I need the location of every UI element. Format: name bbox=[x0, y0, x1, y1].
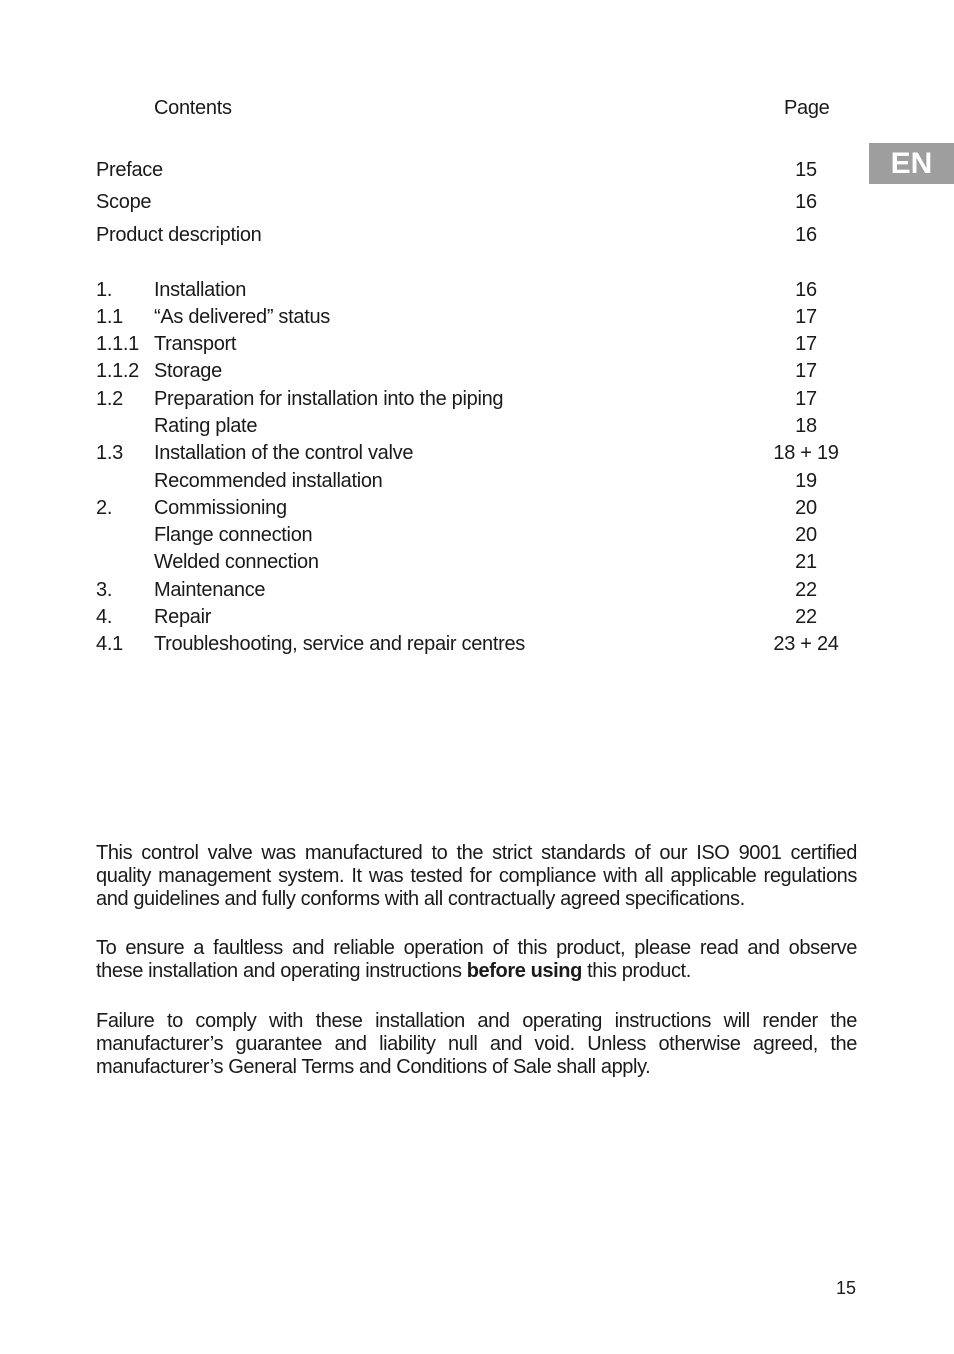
toc-entry-title: Product description bbox=[96, 224, 262, 246]
toc-entry-number: 1.3 bbox=[96, 442, 123, 464]
toc-entry-title: “As delivered” status bbox=[154, 306, 330, 328]
toc-entry-page: 20 bbox=[795, 497, 817, 519]
toc-entry-title: Storage bbox=[154, 360, 222, 382]
preface-paragraph-2-text-end: this product. bbox=[581, 960, 691, 982]
toc-entry-page: 15 bbox=[795, 159, 817, 181]
toc-entry-page: 17 bbox=[795, 388, 817, 410]
toc-entry-title: Recommended installation bbox=[154, 470, 383, 492]
toc-entry-title: Scope bbox=[96, 191, 152, 213]
toc-heading-contents: Contents bbox=[154, 97, 232, 119]
toc-entry bbox=[0, 579, 954, 603]
toc-entry-preface bbox=[0, 159, 954, 183]
toc-entry-page: 21 bbox=[795, 551, 817, 573]
toc-entry bbox=[0, 606, 954, 630]
toc-entry-page: 16 bbox=[795, 191, 817, 213]
toc-entry-number: 1.1.1 bbox=[96, 333, 139, 355]
toc-entry-number: 1.1.2 bbox=[96, 360, 139, 382]
preface-paragraph-2 bbox=[96, 937, 857, 983]
toc-entry-title: Transport bbox=[154, 333, 237, 355]
toc-entry-title: Troubleshooting, service and repair centres bbox=[154, 633, 526, 655]
toc-entry bbox=[0, 333, 954, 357]
toc-entry-page: 17 bbox=[795, 306, 817, 328]
toc-entry-title: Installation of the control valve bbox=[154, 442, 414, 464]
toc-entry bbox=[0, 633, 954, 657]
toc-entry-title: Repair bbox=[154, 606, 212, 628]
toc-entry-page: 16 bbox=[795, 224, 817, 246]
toc-entry-number: 1.2 bbox=[96, 388, 123, 410]
toc-entry-title: Flange connection bbox=[154, 524, 313, 546]
toc-entry bbox=[0, 551, 954, 575]
toc-entry-number: 2. bbox=[96, 497, 113, 519]
preface-paragraph-2-emphasis: before using bbox=[466, 960, 582, 982]
toc-entry-page: 20 bbox=[795, 524, 817, 546]
toc-entry bbox=[0, 360, 954, 384]
toc-entry-page: 18 + 19 bbox=[773, 442, 839, 464]
toc-entry-number: 4. bbox=[96, 606, 113, 628]
toc-entry bbox=[0, 388, 954, 412]
preface-paragraph-3: Failure to comply with these installation and operating instructions will render the manufacturer’s guarantee and liability null and void. Unless otherwise agreed, the manufacturer’s General Terms and Conditions of Sale shall apply. bbox=[96, 1010, 857, 1078]
toc-entry bbox=[0, 470, 954, 494]
toc-entry-title: Rating plate bbox=[154, 415, 258, 437]
toc-entry-page: 23 + 24 bbox=[773, 633, 839, 655]
toc-entry-page: 22 bbox=[795, 606, 817, 628]
toc-entry-title: Maintenance bbox=[154, 579, 266, 601]
toc-entry bbox=[0, 524, 954, 548]
toc-entry bbox=[0, 497, 954, 521]
toc-entry-title: Preface bbox=[96, 159, 163, 181]
language-tab: EN bbox=[869, 143, 954, 184]
toc-entry-page: 16 bbox=[795, 279, 817, 301]
toc-heading-page: Page bbox=[784, 97, 830, 119]
toc-entry-product-description bbox=[0, 224, 954, 248]
preface-paragraph-1: This control valve was manufactured to the strict standards of our ISO 9001 certified quality management system. It was tested for compliance with all applicable regulations and guidelines and fully conforms with all contractually agreed specifications. bbox=[96, 842, 857, 910]
toc-entry bbox=[0, 442, 954, 466]
toc-entry-number: 1.1 bbox=[96, 306, 123, 328]
toc-entry-title: Welded connection bbox=[154, 551, 319, 573]
toc-entry-page: 18 bbox=[795, 415, 817, 437]
toc-entry-number: 4.1 bbox=[96, 633, 123, 655]
toc-entry-page: 19 bbox=[795, 470, 817, 492]
preface-paragraph-2-text: To ensure a faultless and reliable operation of this product, please read and observe these installation and operating instructions bbox=[96, 937, 857, 982]
page-number: 15 bbox=[836, 1278, 857, 1298]
toc-entry-scope bbox=[0, 191, 954, 215]
toc-entry bbox=[0, 279, 954, 303]
toc-entry bbox=[0, 306, 954, 330]
toc-entry-page: 17 bbox=[795, 360, 817, 382]
toc-entry-title: Installation bbox=[154, 279, 247, 301]
toc-entry-title: Preparation for installation into the piping bbox=[154, 388, 504, 410]
toc-entry bbox=[0, 415, 954, 439]
toc-entry-page: 22 bbox=[795, 579, 817, 601]
toc-entry-page: 17 bbox=[795, 333, 817, 355]
toc-entry-number: 3. bbox=[96, 579, 113, 601]
toc-entry-title: Commissioning bbox=[154, 497, 287, 519]
toc-entry-number: 1. bbox=[96, 279, 113, 301]
